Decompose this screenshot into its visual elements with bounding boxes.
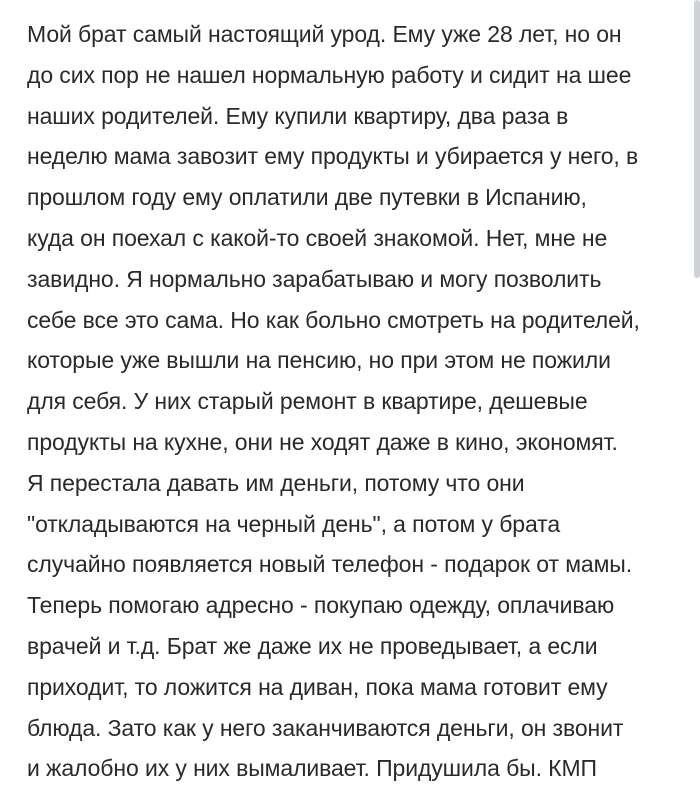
post-text-line: приходит, то ложится на диван, пока мама готовит ему (27, 673, 608, 700)
post-text-line: завидно. Я нормально зарабатываю и могу позволить (27, 265, 602, 292)
post-text-line: куда он поехал с какой-то своей знакомой. Нет, мне не (27, 224, 608, 251)
post-text-line: Теперь помогаю адресно - покупаю одежду, оплачиваю (27, 592, 615, 619)
post-text-line: и жалобно их у них вымаливает. Придушила бы. КМП (27, 755, 597, 782)
post-text-line: наших родителей. Ему купили квартиру, два раза в (27, 102, 569, 129)
post-text-line: врачей и т.д. Брат же даже их не проведывает, а если (27, 632, 598, 659)
post-text-line: случайно появляется новый телефон - подарок от мамы. (27, 551, 633, 578)
post-text-line: Мой брат самый настоящий урод. Ему уже 28 лет, но он (27, 21, 622, 47)
post-text-line: которые уже вышли на пенсию, но при этом не пожили (27, 347, 611, 374)
post-text-line: до сих пор не нашел нормальную работу и сидит на шее (27, 61, 632, 88)
post-text-line: Я перестала давать им деньги, потому что они (27, 469, 525, 496)
post-text-line: для себя. У них старый ремонт в квартире, дешевые (27, 388, 588, 415)
scrollbar-thumb[interactable] (694, 0, 700, 278)
post-text-line: прошлом году ему оплатили две путевки в Испанию, (27, 184, 587, 211)
post-text-line: продукты на кухне, они не ходят даже в кино, экономят. (27, 428, 618, 455)
post-text-line: неделю мама завозит ему продукты и убирается у него, в (27, 143, 639, 170)
post-text-line: себе все это сама. Но как больно смотреть на родителей, (27, 306, 640, 333)
post-text-line: "откладываются на черный день", а потом у брата (27, 510, 561, 537)
post-body (27, 14, 687, 789)
post-text-line: блюда. Зато как у него заканчиваются деньги, он звонит (27, 714, 624, 741)
